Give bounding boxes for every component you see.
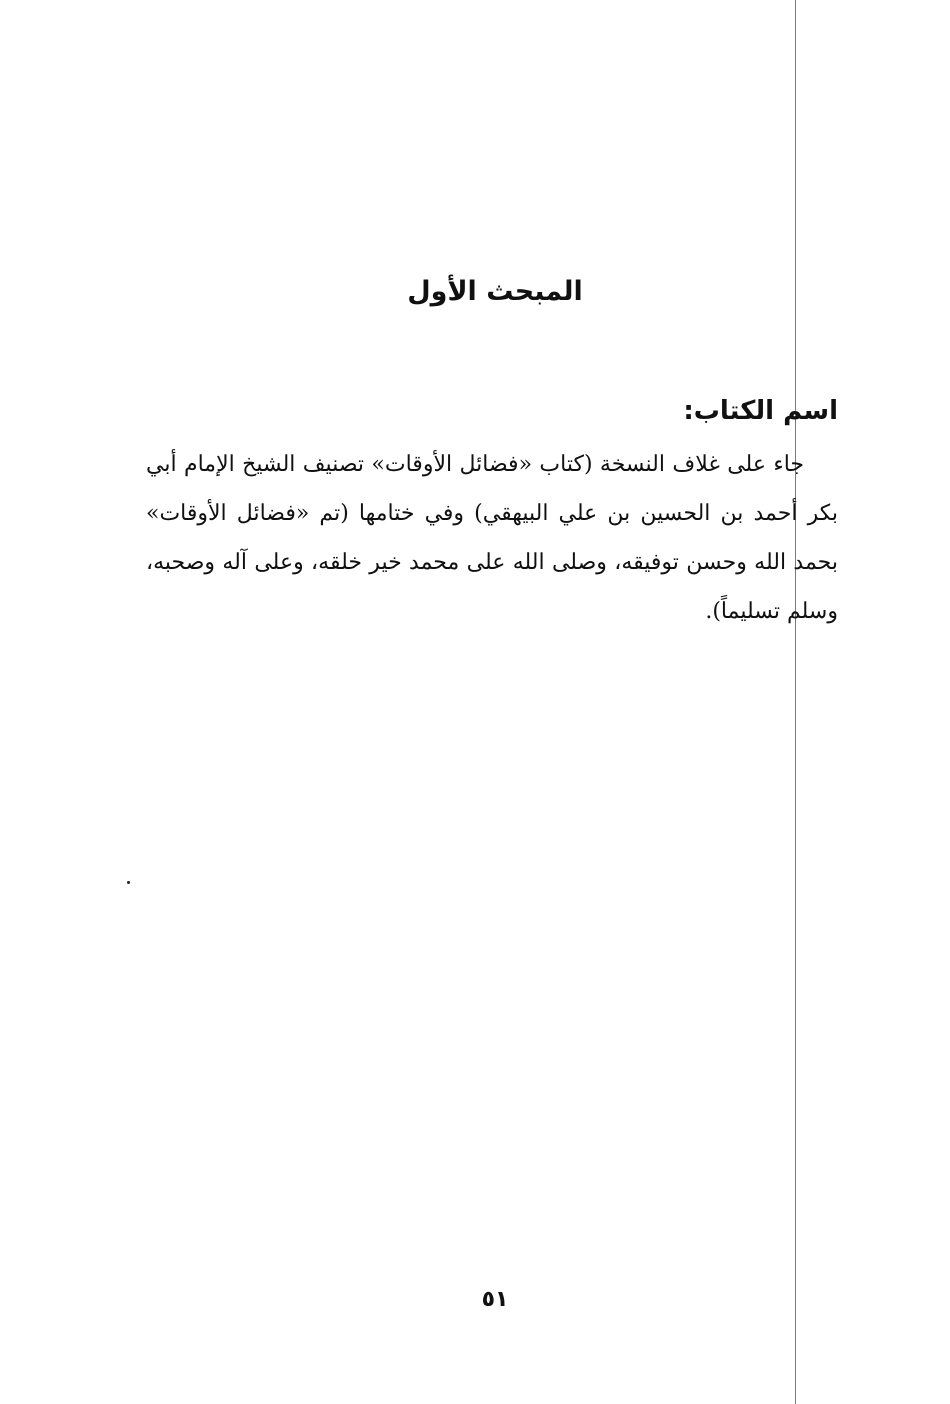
scan-speck <box>127 881 130 884</box>
body-text <box>146 440 838 636</box>
section-heading: اسم الكتاب: <box>683 396 838 426</box>
chapter-title: المبحث الأول <box>407 276 583 307</box>
page-fold-line <box>795 0 796 1404</box>
paragraph: جاء على غلاف النسخة (كتاب «فضائل الأوقات» تصنيف الشيخ الإمام أبي بكر أحمد بن الحسين بن علي البيهقي) وفي ختامها (تم «فضائل الأوقات» بحمد الله وحسن توفيقه، وصلى الله على محمد خير خلقه، وعلى آله وصحبه، وسلم تسليماً). <box>146 452 838 624</box>
page-number: ٥١ <box>481 1287 509 1312</box>
